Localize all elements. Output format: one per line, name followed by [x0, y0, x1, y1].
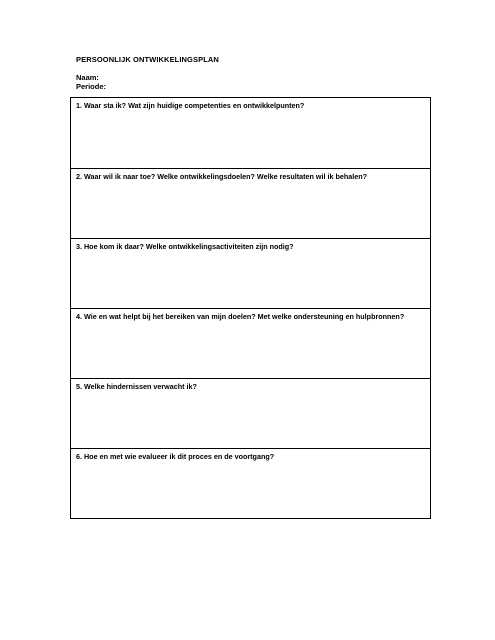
section-activities[interactable]: [71, 238, 430, 308]
name-label: Naam:: [76, 73, 99, 82]
development-plan-table: [70, 97, 431, 519]
section-current-situation[interactable]: [71, 98, 430, 168]
section-obstacles[interactable]: [71, 378, 430, 448]
section-question: 3. Hoe kom ik daar? Welke ontwikkelingsactiviteiten zijn nodig?: [76, 242, 294, 251]
section-goals[interactable]: [71, 168, 430, 238]
section-question: 2. Waar wil ik naar toe? Welke ontwikkelingsdoelen? Welke resultaten wil ik behalen?: [76, 172, 368, 181]
section-support[interactable]: [71, 308, 430, 378]
section-question: 5. Welke hindernissen verwacht ik?: [76, 382, 197, 391]
section-question: 4. Wie en wat helpt bij het bereiken van mijn doelen? Met welke ondersteuning en hulpbronnen?: [76, 312, 405, 321]
section-question: 6. Hoe en met wie evalueer ik dit proces en de voortgang?: [76, 452, 275, 461]
section-evaluation[interactable]: [71, 448, 430, 518]
period-label: Periode:: [76, 82, 107, 91]
section-question: 1. Waar sta ik? Wat zijn huidige competenties en ontwikkelpunten?: [76, 101, 305, 110]
document-title: PERSOONLIJK ONTWIKKELINGSPLAN: [76, 55, 219, 64]
